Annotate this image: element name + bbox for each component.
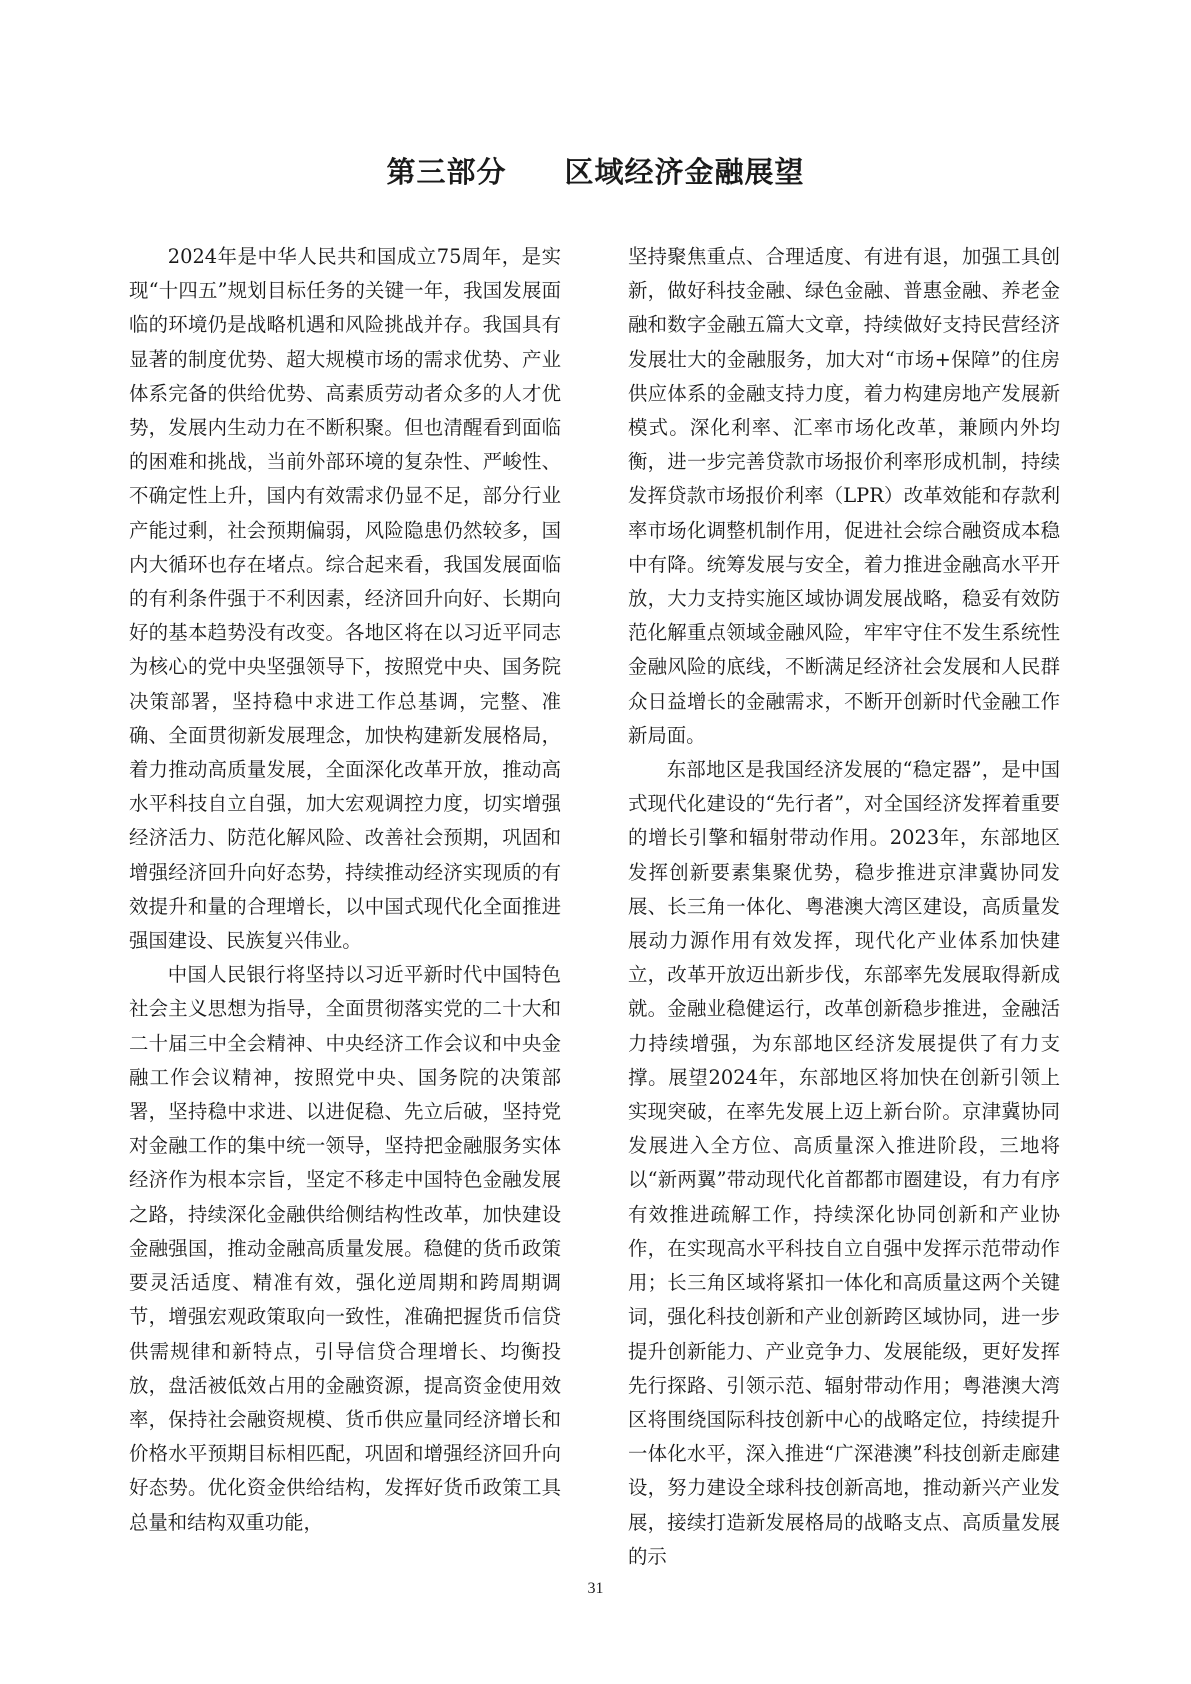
left-column [129, 240, 561, 1540]
right-column [628, 240, 1060, 1574]
page-number: 31 [587, 1580, 604, 1597]
paragraph-pboc-policy-continued: 坚持聚焦重点、合理适度、有进有退，加强工具创新，做好科技金融、绿色金融、普惠金融、养老金融和数字金融五篇大文章，持续做好支持民营经济发展壮大的金融服务，加大对“市场+保障”的住房供应体系的金融支持力度，着力构建房地产发展新模式。深化利率、汇率市场化改革，兼顾内外均衡，进一步完善贷款市场报价利率形成机制，持续发挥贷款市场报价利率（LPR）改革效能和存款利率市场化调整机制作用，促进社会综合融资成本稳中有降。统筹发展与安全，着力推进金融高水平开放，大力支持实施区域协调发展战略，稳妥有效防范化解重点领域金融风险，牢牢守住不发生系统性金融风险的底线，不断满足经济社会发展和人民群众日益增长的金融需求，不断开创新时代金融工作新局面。 [628, 245, 1060, 747]
paragraph-eastern-region: 东部地区是我国经济发展的“稳定器”，是中国式现代化建设的“先行者”，对全国经济发挥着重要的增长引擎和辐射带动作用。2023年，东部地区发挥创新要素集聚优势，稳步推进京津冀协同发展、长三角一体化、粤港澳大湾区建设，高质量发展动力源作用有效发挥，现代化产业体系加快建立，改革开放迈出新步伐，东部率先发展取得新成就。金融业稳健运行，改革创新稳步推进，金融活力持续增强，为东部地区经济发展提供了有力支撑。展望2024年，东部地区将加快在创新引领上实现突破，在率先发展上迈上新台阶。京津冀协同发展进入全方位、高质量深入推进阶段，三地将以“新两翼”带动现代化首都都市圈建设，有力有序有效推进疏解工作，持续深化协同创新和产业协作，在实现高水平科技自立自强中发挥示范带动作用；长三角区域将紧扣一体化和高质量这两个关键词，强化科技创新和产业创新跨区域协同，进一步提升创新能力、产业竞争力、发展能级，更好发挥先行探路、引领示范、辐射带动作用；粤港澳大湾区将围绕国际科技创新中心的战略定位，持续提升一体化水平，深入推进“广深港澳”科技创新走廊建设，努力建设全球科技创新高地，推动新兴产业发展，接续打造新发展格局的战略支点、高质量发展的示 [628, 758, 1060, 1568]
section-title [0, 150, 1191, 191]
paragraph-outlook-intro: 2024年是中华人民共和国成立75周年，是实现“十四五”规划目标任务的关键一年，我国发展面临的环境仍是战略机遇和风险挑战并存。我国具有显著的制度优势、超大规模市场的需求优势、产业体系完备的供给优势、高素质劳动者众多的人才优势，发展内生动力在不断积聚。但也清醒看到面临的困难和挑战，当前外部环境的复杂性、严峻性、不确定性上升，国内有效需求仍显不足，部分行业产能过剩，社会预期偏弱，风险隐患仍然较多，国内大循环也存在堵点。综合起来看，我国发展面临的有利条件强于不利因素，经济回升向好、长期向好的基本趋势没有改变。各地区将在以习近平同志为核心的党中央坚强领导下，按照党中央、国务院决策部署，坚持稳中求进工作总基调，完整、准确、全面贯彻新发展理念，加快构建新发展格局，着力推动高质量发展，全面深化改革开放，推动高水平科技自立自强，加大宏观调控力度，切实增强经济活力、防范化解风险、改善社会预期，巩固和增强经济回升向好态势，持续推动经济实现质的有效提升和量的合理增长，以中国式现代化全面推进强国建设、民族复兴伟业。 [129, 245, 561, 953]
section-heading: 区域经济金融展望 [564, 155, 805, 189]
section-part-label: 第三部分 [386, 155, 507, 189]
paragraph-pboc-policy: 中国人民银行将坚持以习近平新时代中国特色社会主义思想为指导，全面贯彻落实党的二十大和二十届三中全会精神、中央经济工作会议和中央金融工作会议精神，按照党中央、国务院的决策部署，坚持稳中求进、以进促稳、先立后破，坚持党对金融工作的集中统一领导，坚持把金融服务实体经济作为根本宗旨，坚定不移走中国特色金融发展之路，持续深化金融供给侧结构性改革，加快建设金融强国，推动金融高质量发展。稳健的货币政策要灵活适度、精准有效，强化逆周期和跨周期调节，增强宏观政策取向一致性，准确把握货币信贷供需规律和新特点，引导信贷合理增长、均衡投放，盘活被低效占用的金融资源，提高资金使用效率，保持社会融资规模、货币供应量同经济增长和价格水平预期目标相匹配，巩固和增强经济回升向好态势。优化资金供给结构，发挥好货币政策工具总量和结构双重功能， [129, 963, 561, 1534]
